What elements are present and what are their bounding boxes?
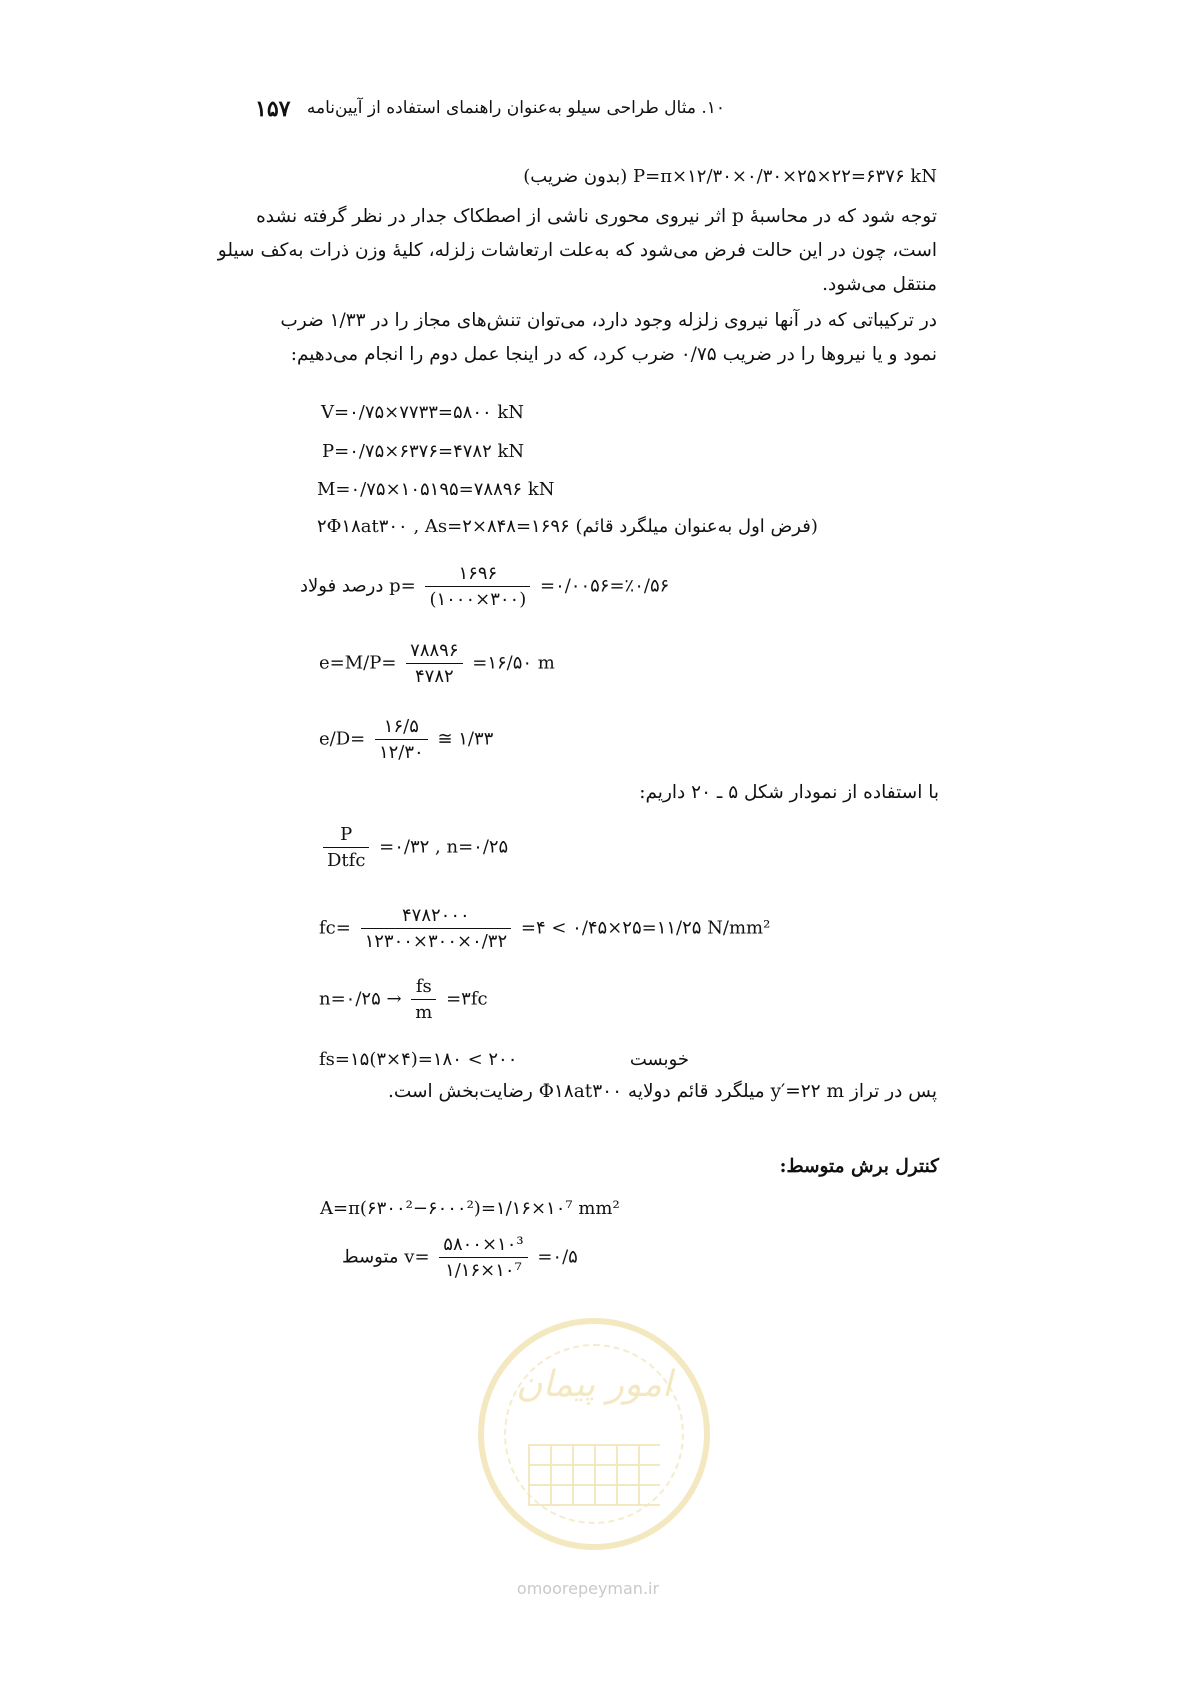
chapter-title: ۱۰. مثال طراحی سیلو به‌عنوان راهنمای استفاده از آیین‌نامه: [306, 98, 725, 118]
paragraph-load-combination: [237, 304, 937, 372]
fraction-denominator: ۱/۱۶×۱۰⁷: [445, 1260, 522, 1281]
fraction-denominator: ۱۲۳۰۰×۳۰۰×۰/۳۲: [364, 931, 508, 952]
equation-p-over-dtfc: [319, 824, 508, 871]
fraction: [323, 824, 369, 871]
page-number: ۱۵۷: [255, 96, 291, 122]
fraction-denominator: ۴۷۸۲: [415, 666, 454, 687]
shear-heading: کنترل برش متوسط:: [779, 1156, 939, 1177]
equation-n: [319, 976, 488, 1023]
fraction-numerator: ۷۸۸۹۶: [406, 640, 462, 664]
equation-lhs: fc=: [319, 917, 351, 939]
fraction-numerator: ۱۶/۵: [375, 716, 428, 740]
fraction-denominator: Dtfc: [327, 850, 366, 871]
equation-note: (فرض اول به‌عنوان میلگرد قائم): [575, 516, 818, 537]
watermark-seal: [478, 1318, 710, 1550]
equation-lhs: e=M/P=: [319, 652, 397, 674]
equation-v-average: [342, 1234, 578, 1281]
fraction-numerator: ۵۸۰۰×۱۰³: [439, 1234, 527, 1258]
page-header: [255, 96, 725, 128]
equation-note: خوبست: [629, 1049, 689, 1070]
equation-label: درصد فولاد: [300, 575, 384, 597]
fraction-numerator: ۴۷۸۲۰۰۰: [361, 905, 512, 929]
paragraph-earthquake-note: [217, 200, 937, 302]
fraction: [411, 976, 436, 1023]
equation-rhs: =۰/۳۲ , n=۰/۲۵: [379, 836, 509, 858]
fraction: [406, 640, 462, 687]
fraction: [439, 1234, 527, 1281]
equation-eccentricity: [319, 640, 555, 687]
equation-v: V=۰/۷۵×۷۷۳۳=۵۸۰۰ kN: [321, 402, 525, 423]
watermark-grid: [528, 1444, 660, 1506]
paragraph-line: توجه شود که در محاسبهٔ p اثر نیروی محوری ناشی از اصطکاک جدار در نظر گرفته نشده: [256, 206, 937, 227]
equation-as: [317, 516, 818, 537]
equation-rhs: =۴ < ۰/۴۵×۲۵=۱۱/۲۵ N/mm²: [520, 917, 771, 939]
equation-rhs: =۰/۵: [537, 1246, 578, 1268]
equation-lhs: e/D=: [319, 728, 366, 750]
paragraph-line: منتقل می‌شود.: [822, 274, 937, 295]
equation-lhs: v=: [404, 1246, 430, 1268]
watermark-logo-text: امور پیمان: [516, 1364, 672, 1405]
fraction-denominator: m: [415, 1002, 433, 1023]
equation-label: متوسط: [342, 1246, 399, 1268]
equation-p: P=۰/۷۵×۶۳۷۶=۴۷۸۲ kN: [322, 441, 525, 462]
paragraph-line: نمود و یا نیروها را در ضریب ۰/۷۵ ضرب کرد، که در اینجا عمل دوم را انجام می‌دهیم:: [290, 344, 937, 365]
equation-fc: [319, 905, 770, 952]
equation-fs: [319, 1049, 689, 1070]
equation-area: A=π(۶۳۰۰²−۶۰۰۰²)=۱/۱۶×۱۰⁷ mm²: [320, 1198, 620, 1219]
equation-m: M=۰/۷۵×۱۰۵۱۹۵=۷۸۸۹۶ kN: [317, 479, 555, 500]
fraction-numerator: ۱۶۹۶: [425, 563, 530, 587]
equation-p-total: [523, 166, 937, 187]
equation-rhs: =۱۶/۵۰ m: [472, 652, 555, 674]
paragraph-line: در ترکیباتی که در آنها نیروی زلزله وجود دارد، می‌توان تنش‌های مجاز را در ۱/۳۳ ضرب: [280, 310, 937, 331]
fraction: [375, 716, 428, 763]
watermark-site: omoorepeyman.ir: [516, 1579, 660, 1598]
equation-lhs: p=: [389, 575, 416, 597]
fraction-numerator: fs: [411, 976, 436, 1000]
fraction-denominator: (۱۰۰۰×۳۰۰): [429, 589, 527, 610]
equation-rhs: ≅ ۱/۳۳: [437, 728, 494, 750]
fraction: [361, 905, 512, 952]
fraction-numerator: P: [323, 824, 369, 848]
paragraph-line: است، چون در این حالت فرض می‌شود که به‌علت ارتعاشات زلزله، کلیهٔ وزن ذرات به‌کف سیلو: [217, 240, 937, 261]
equation-lhs: n=۰/۲۵ →: [319, 988, 402, 1010]
fraction: [425, 563, 530, 610]
conclusion: پس در تراز y′=۲۲ m میلگرد قائم دولایه Φ۱۸at۳۰۰ رضایت‌بخش است.: [387, 1081, 937, 1102]
chart-reference: با استفاده از نمودار شکل ۵ ـ ۲۰ داریم:: [639, 782, 939, 803]
equation-formula: ۲Φ۱۸at۳۰۰ , As=۲×۸۴۸=۱۶۹۶: [317, 516, 570, 537]
equation-formula: fs=۱۵(۳×۴)=۱۸۰ < ۲۰۰: [319, 1049, 518, 1070]
fraction-denominator: ۱۲/۳۰: [378, 742, 424, 763]
equation-rhs: =۳fc: [446, 988, 488, 1010]
equation-steel-ratio: [300, 563, 669, 610]
equation-e-over-d: [319, 716, 493, 763]
equation-note: (بدون ضریب): [523, 166, 628, 187]
equation-formula: P=π×۱۲/۳۰×۰/۳۰×۲۵×۲۲=۶۳۷۶ kN: [633, 166, 937, 187]
equation-rhs: =۰/۰۰۵۶=٪۰/۵۶: [539, 575, 670, 597]
